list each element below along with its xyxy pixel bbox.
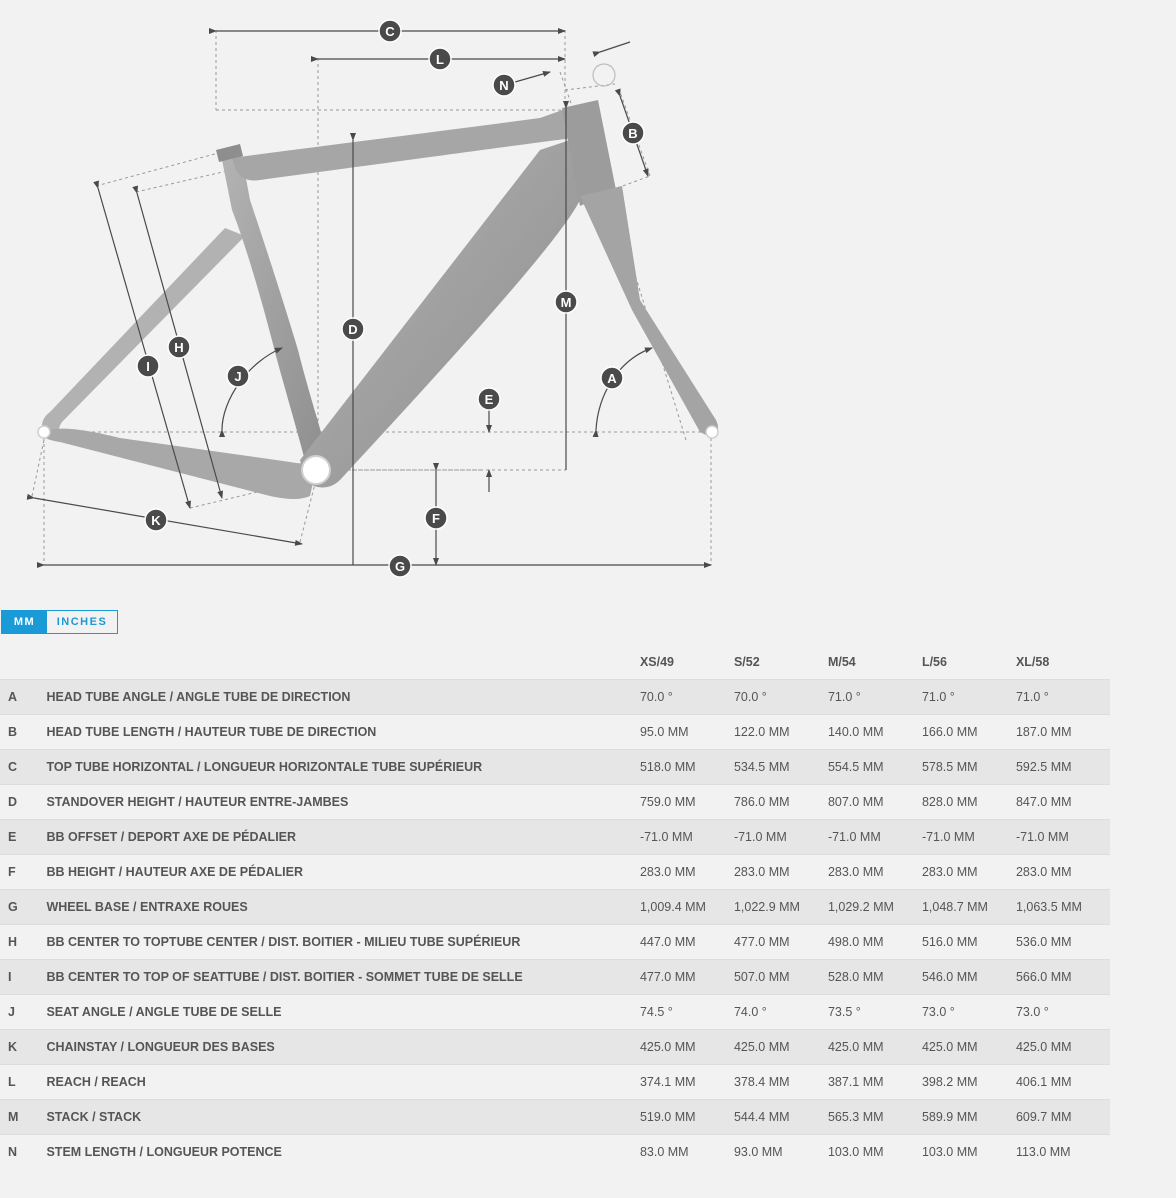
measurement-value: 1,048.7 MM bbox=[922, 890, 1016, 925]
measurement-value: 71.0 ° bbox=[922, 680, 1016, 715]
dimension-label-c bbox=[379, 20, 401, 42]
svg-text:M: M bbox=[560, 295, 572, 310]
measurement-value: 759.0 MM bbox=[640, 785, 734, 820]
measurement-letter: A bbox=[0, 680, 46, 715]
table-header-row bbox=[0, 645, 1110, 680]
dimension-labels bbox=[137, 20, 644, 577]
measurement-value: 283.0 MM bbox=[734, 855, 828, 890]
svg-text:F: F bbox=[432, 511, 440, 526]
measurement-value: 498.0 MM bbox=[828, 925, 922, 960]
measurement-letter: I bbox=[0, 960, 46, 995]
measurement-value: 507.0 MM bbox=[734, 960, 828, 995]
bike-frame bbox=[38, 100, 718, 499]
measurement-letter: N bbox=[0, 1135, 46, 1170]
measurement-letter: M bbox=[0, 1100, 46, 1135]
measurement-value: 786.0 MM bbox=[734, 785, 828, 820]
measurement-value: 283.0 MM bbox=[1016, 855, 1110, 890]
measurement-name: STANDOVER HEIGHT / HAUTEUR ENTRE-JAMBES bbox=[46, 785, 639, 820]
measurement-value: 73.0 ° bbox=[1016, 995, 1110, 1030]
measurement-value: 73.0 ° bbox=[922, 995, 1016, 1030]
stem-end-marker bbox=[593, 64, 615, 86]
mm-unit-button[interactable]: MM bbox=[2, 611, 47, 633]
size-header[interactable]: L/56 bbox=[921, 655, 947, 669]
measurement-value: 534.5 MM bbox=[734, 750, 828, 785]
measurement-value: 283.0 MM bbox=[640, 855, 734, 890]
measurement-value: 519.0 MM bbox=[640, 1100, 734, 1135]
dimension-label-j bbox=[227, 365, 249, 387]
measurement-name: WHEEL BASE / ENTRAXE ROUES bbox=[46, 890, 639, 925]
dimension-label-l bbox=[429, 48, 451, 70]
size-header[interactable]: XS/49 bbox=[639, 655, 674, 669]
geometry-table bbox=[0, 645, 1110, 1169]
measurement-value: 95.0 MM bbox=[640, 715, 734, 750]
measurement-value: -71.0 MM bbox=[922, 820, 1016, 855]
svg-text:L: L bbox=[436, 52, 444, 67]
measurement-value: 166.0 MM bbox=[922, 715, 1016, 750]
dimension-label-e bbox=[478, 388, 500, 410]
measurement-name: BB CENTER TO TOP OF SEATTUBE / DIST. BOITIER - SOMMET TUBE DE SELLE bbox=[46, 960, 639, 995]
measurement-value: 103.0 MM bbox=[922, 1135, 1016, 1170]
svg-text:E: E bbox=[484, 392, 494, 407]
dimension-label-a bbox=[601, 367, 623, 389]
measurement-letter: F bbox=[0, 855, 46, 890]
measurement-value: -71.0 MM bbox=[1016, 820, 1110, 855]
measurement-name: REACH / REACH bbox=[46, 1065, 639, 1100]
table-row bbox=[0, 715, 1110, 750]
table-row bbox=[0, 890, 1110, 925]
measurement-value: 425.0 MM bbox=[640, 1030, 734, 1065]
measurement-value: 74.0 ° bbox=[734, 995, 828, 1030]
measurement-value: 544.4 MM bbox=[734, 1100, 828, 1135]
measurement-value: 546.0 MM bbox=[922, 960, 1016, 995]
svg-text:C: C bbox=[385, 24, 395, 39]
measurement-value: 93.0 MM bbox=[734, 1135, 828, 1170]
svg-text:I: I bbox=[146, 359, 150, 374]
table-row bbox=[0, 960, 1110, 995]
measurement-value: 70.0 ° bbox=[640, 680, 734, 715]
measurement-value: 71.0 ° bbox=[828, 680, 922, 715]
dimension-label-i bbox=[137, 355, 159, 377]
size-header[interactable]: S/52 bbox=[733, 655, 760, 669]
dimension-arrows bbox=[34, 31, 711, 565]
measurement-value: 536.0 MM bbox=[1016, 925, 1110, 960]
measurement-value: 387.1 MM bbox=[828, 1065, 922, 1100]
measurement-value: 566.0 MM bbox=[1016, 960, 1110, 995]
table-row bbox=[0, 1065, 1110, 1100]
measurement-value: 477.0 MM bbox=[734, 925, 828, 960]
measurement-value: 103.0 MM bbox=[828, 1135, 922, 1170]
measurement-value: 518.0 MM bbox=[640, 750, 734, 785]
measurement-letter: J bbox=[0, 995, 46, 1030]
measurement-value: 140.0 MM bbox=[828, 715, 922, 750]
svg-text:B: B bbox=[628, 126, 638, 141]
guide-lines bbox=[32, 30, 712, 565]
measurement-value: -71.0 MM bbox=[734, 820, 828, 855]
measurement-value: 187.0 MM bbox=[1016, 715, 1110, 750]
measurement-value: 1,009.4 MM bbox=[640, 890, 734, 925]
measurement-value: 477.0 MM bbox=[640, 960, 734, 995]
measurement-value: 847.0 MM bbox=[1016, 785, 1110, 820]
dimension-label-n bbox=[493, 74, 515, 96]
measurement-letter: K bbox=[0, 1030, 46, 1065]
measurement-value: 528.0 MM bbox=[828, 960, 922, 995]
table-row bbox=[0, 1135, 1110, 1170]
measurement-value: 374.1 MM bbox=[640, 1065, 734, 1100]
measurement-name: SEAT ANGLE / ANGLE TUBE DE SELLE bbox=[46, 995, 639, 1030]
measurement-value: 609.7 MM bbox=[1016, 1100, 1110, 1135]
table-row bbox=[0, 1100, 1110, 1135]
measurement-value: 1,029.2 MM bbox=[828, 890, 922, 925]
measurement-name: STEM LENGTH / LONGUEUR POTENCE bbox=[46, 1135, 639, 1170]
dimension-label-k bbox=[145, 509, 167, 531]
size-header[interactable]: XL/58 bbox=[1015, 655, 1050, 669]
measurement-name: HEAD TUBE ANGLE / ANGLE TUBE DE DIRECTION bbox=[46, 680, 639, 715]
table-row bbox=[0, 925, 1110, 960]
measurement-letter: G bbox=[0, 890, 46, 925]
table-row bbox=[0, 785, 1110, 820]
table-row bbox=[0, 680, 1110, 715]
measurement-name: HEAD TUBE LENGTH / HAUTEUR TUBE DE DIRECTION bbox=[46, 715, 639, 750]
measurement-value: 592.5 MM bbox=[1016, 750, 1110, 785]
measurement-value: 425.0 MM bbox=[734, 1030, 828, 1065]
inches-unit-button[interactable]: INCHES bbox=[47, 611, 117, 633]
measurement-letter: B bbox=[0, 715, 46, 750]
dimension-label-h bbox=[168, 336, 190, 358]
measurement-letter: H bbox=[0, 925, 46, 960]
measurement-value: 378.4 MM bbox=[734, 1065, 828, 1100]
svg-text:N: N bbox=[499, 78, 509, 93]
measurement-value: 83.0 MM bbox=[640, 1135, 734, 1170]
measurement-value: 283.0 MM bbox=[828, 855, 922, 890]
measurement-value: 425.0 MM bbox=[828, 1030, 922, 1065]
svg-text:J: J bbox=[234, 369, 242, 384]
measurement-value: 589.9 MM bbox=[922, 1100, 1016, 1135]
measurement-value: 554.5 MM bbox=[828, 750, 922, 785]
table-row bbox=[0, 820, 1110, 855]
measurement-value: 807.0 MM bbox=[828, 785, 922, 820]
table-row bbox=[0, 995, 1110, 1030]
svg-text:A: A bbox=[607, 371, 617, 386]
measurement-name: TOP TUBE HORIZONTAL / LONGUEUR HORIZONTALE TUBE SUPÉRIEUR bbox=[46, 750, 639, 785]
measurement-value: 828.0 MM bbox=[922, 785, 1016, 820]
measurement-value: 398.2 MM bbox=[922, 1065, 1016, 1100]
measurement-name: BB OFFSET / DEPORT AXE DE PÉDALIER bbox=[46, 820, 639, 855]
table-row bbox=[0, 1030, 1110, 1065]
svg-text:D: D bbox=[348, 322, 358, 337]
dimension-label-g bbox=[389, 555, 411, 577]
measurement-letter: D bbox=[0, 785, 46, 820]
measurement-letter: L bbox=[0, 1065, 46, 1100]
dimension-label-d bbox=[342, 318, 364, 340]
measurement-letter: E bbox=[0, 820, 46, 855]
measurement-name: BB HEIGHT / HAUTEUR AXE DE PÉDALIER bbox=[46, 855, 639, 890]
measurement-value: 578.5 MM bbox=[922, 750, 1016, 785]
dimension-label-b bbox=[622, 122, 644, 144]
measurement-name: CHAINSTAY / LONGUEUR DES BASES bbox=[46, 1030, 639, 1065]
measurement-value: 1,063.5 MM bbox=[1016, 890, 1110, 925]
measurement-value: 447.0 MM bbox=[640, 925, 734, 960]
measurement-value: 565.3 MM bbox=[828, 1100, 922, 1135]
measurement-value: 122.0 MM bbox=[734, 715, 828, 750]
measurement-value: 74.5 ° bbox=[640, 995, 734, 1030]
unit-toggle bbox=[1, 610, 118, 634]
svg-text:K: K bbox=[151, 513, 161, 528]
dimension-label-f bbox=[425, 507, 447, 529]
measurement-value: 71.0 ° bbox=[1016, 680, 1110, 715]
measurement-value: 113.0 MM bbox=[1016, 1135, 1110, 1170]
measurement-value: 516.0 MM bbox=[922, 925, 1016, 960]
measurement-value: 425.0 MM bbox=[922, 1030, 1016, 1065]
measurement-value: 406.1 MM bbox=[1016, 1065, 1110, 1100]
measurement-letter: C bbox=[0, 750, 46, 785]
table-row bbox=[0, 855, 1110, 890]
measurement-value: -71.0 MM bbox=[828, 820, 922, 855]
svg-text:G: G bbox=[394, 559, 406, 574]
dimension-label-m bbox=[555, 291, 577, 313]
measurement-value: -71.0 MM bbox=[640, 820, 734, 855]
measurement-value: 73.5 ° bbox=[828, 995, 922, 1030]
svg-text:H: H bbox=[174, 340, 184, 355]
size-header[interactable]: M/54 bbox=[827, 655, 856, 669]
table-row bbox=[0, 750, 1110, 785]
measurement-value: 283.0 MM bbox=[922, 855, 1016, 890]
bike-geometry-diagram bbox=[0, 0, 760, 590]
measurement-name: BB CENTER TO TOPTUBE CENTER / DIST. BOITIER - MILIEU TUBE SUPÉRIEUR bbox=[46, 925, 639, 960]
measurement-value: 425.0 MM bbox=[1016, 1030, 1110, 1065]
measurement-value: 1,022.9 MM bbox=[734, 890, 828, 925]
measurement-name: STACK / STACK bbox=[46, 1100, 639, 1135]
measurement-value: 70.0 ° bbox=[734, 680, 828, 715]
